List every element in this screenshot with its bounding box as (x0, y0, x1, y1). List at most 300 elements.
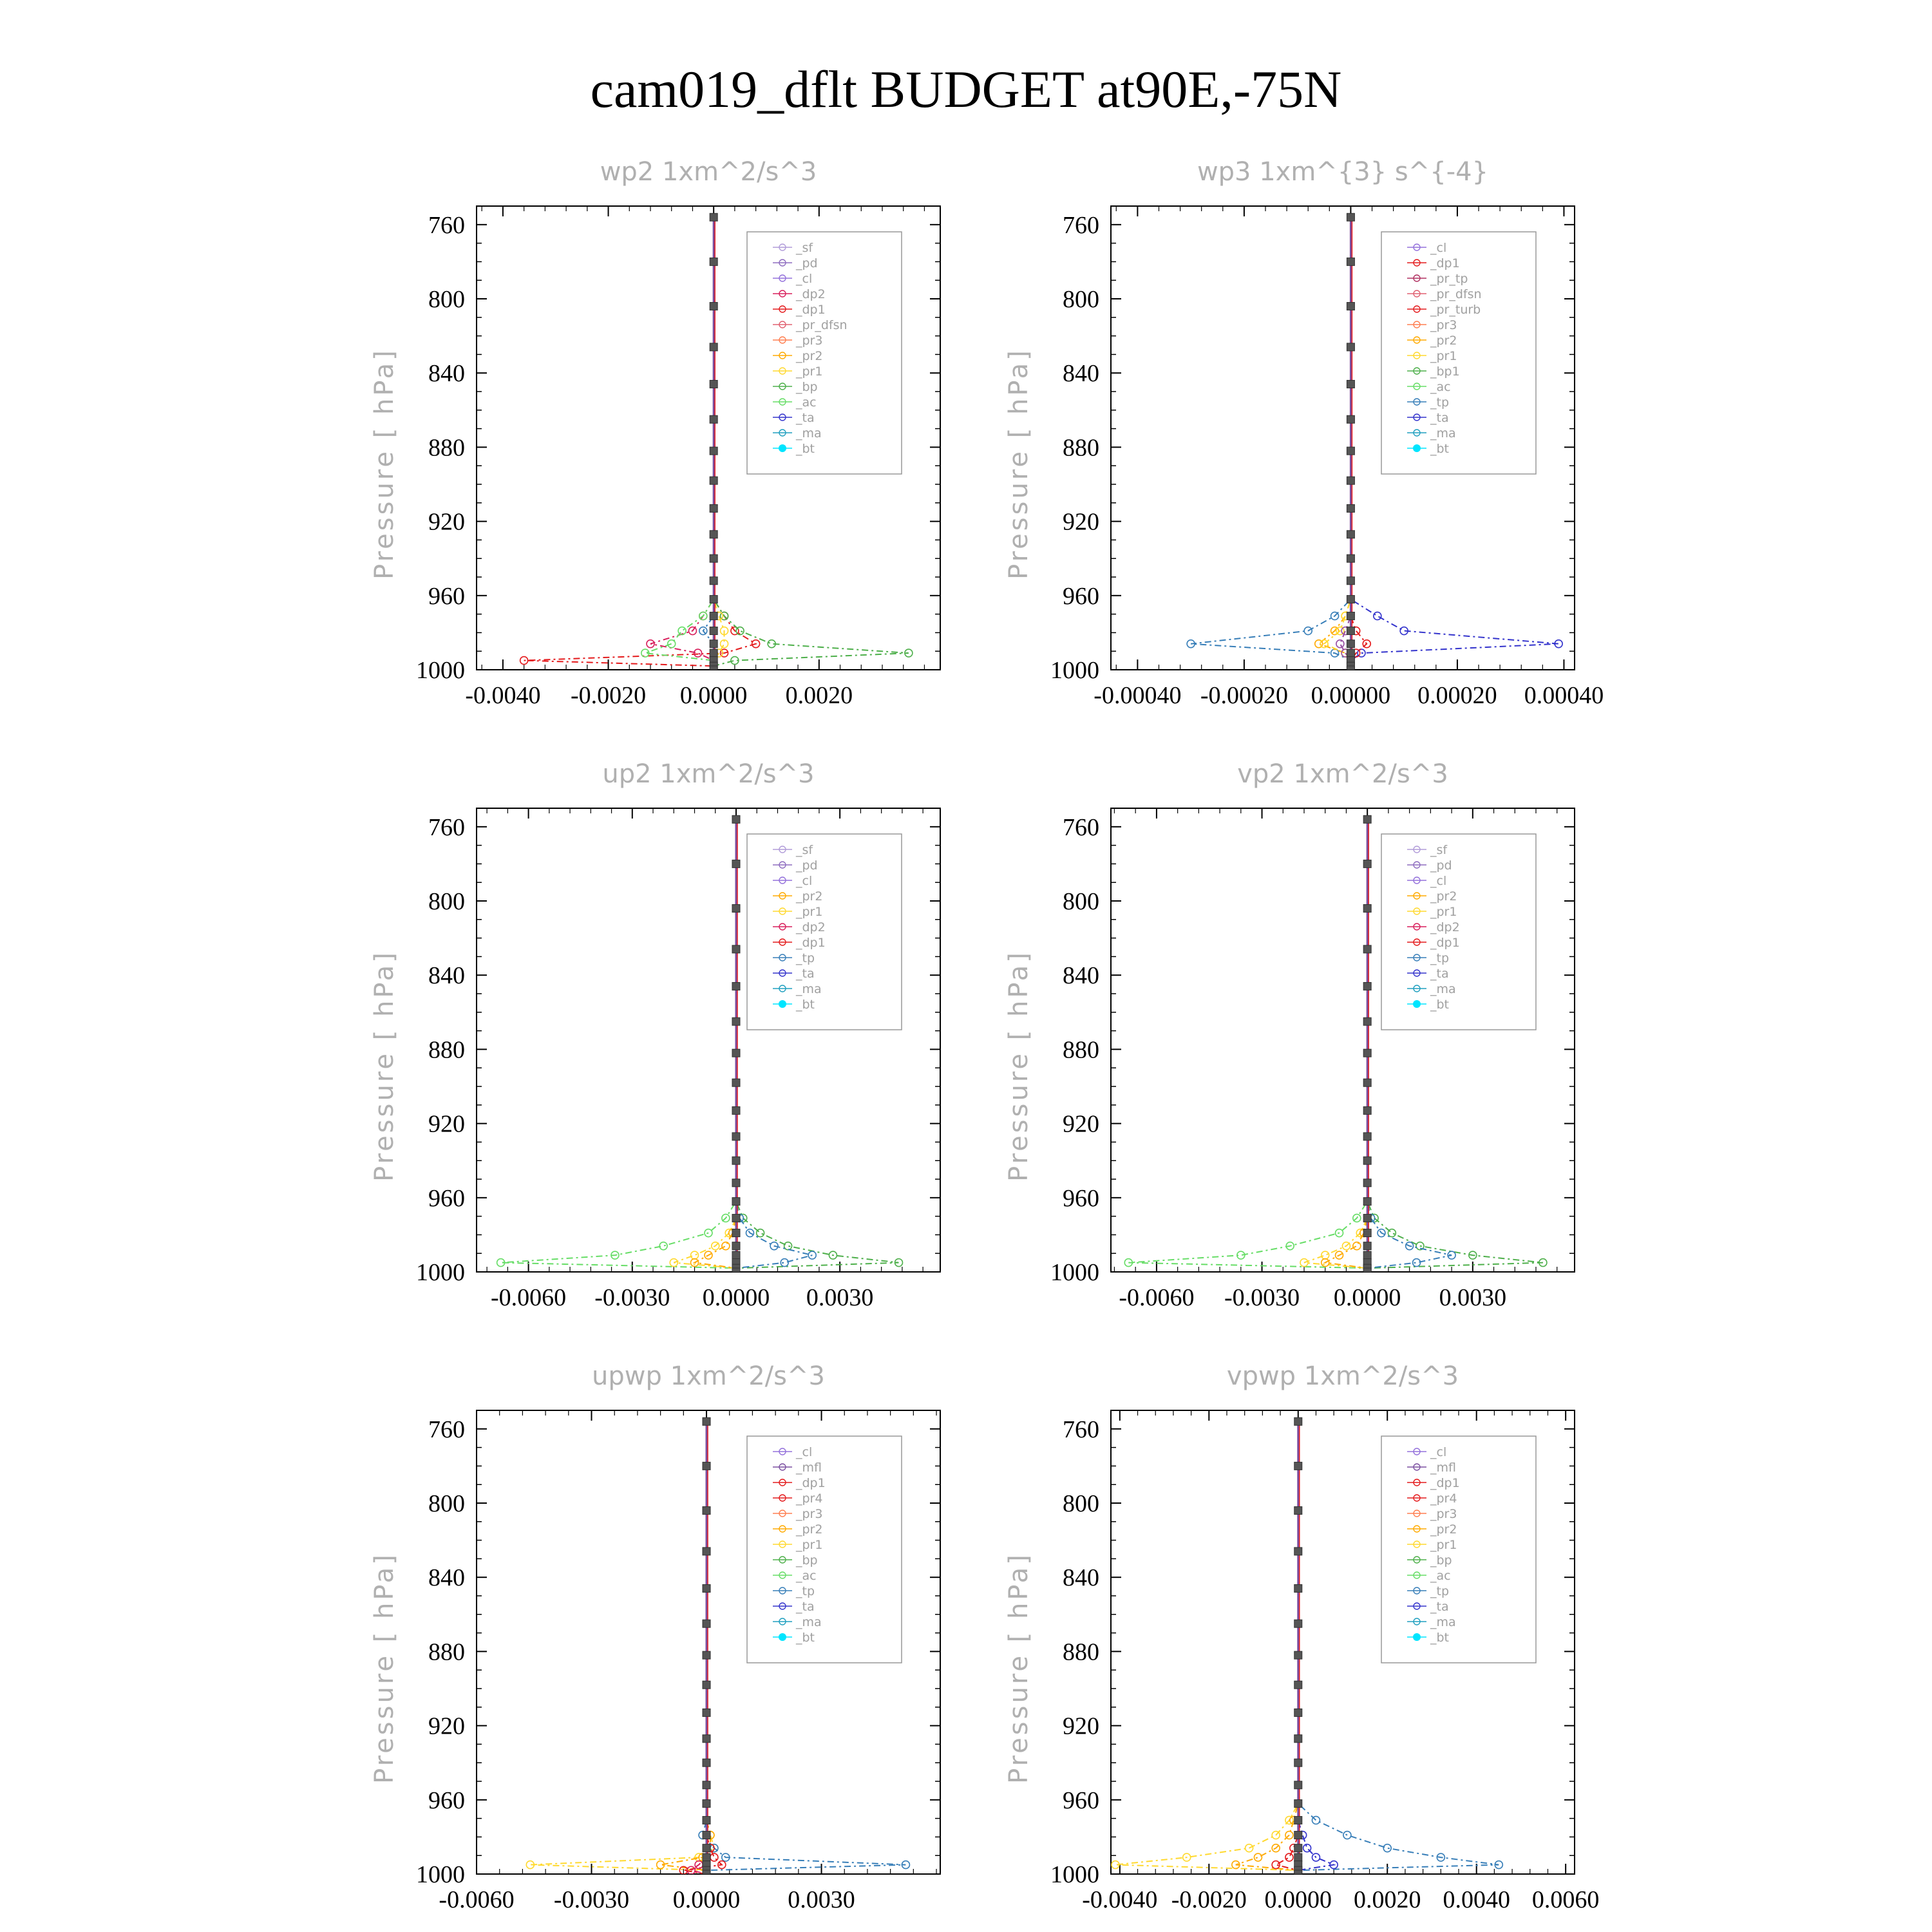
y-tick-label: 920 (428, 1712, 465, 1740)
zero-profile-marker (703, 1832, 710, 1839)
y-tick-label: 880 (1063, 1036, 1099, 1064)
legend-entry: _ac (1430, 380, 1451, 394)
series-line-dp2 (650, 217, 714, 670)
legend-entry: _ma (796, 982, 822, 996)
legend-entry: _pr4 (796, 1492, 823, 1506)
y-axis-label: Pressure [ hPa] (370, 348, 399, 580)
legend-entry: _cl (1430, 874, 1447, 888)
zero-profile-marker (1294, 1816, 1302, 1824)
zero-profile-marker (1363, 1049, 1371, 1057)
zero-profile-marker (1294, 1620, 1302, 1627)
zero-profile-marker (710, 258, 717, 265)
y-tick-label: 920 (428, 1110, 465, 1138)
y-tick-label: 840 (428, 962, 465, 990)
x-tick-label: -0.0060 (491, 1284, 567, 1311)
y-tick-label: 920 (428, 508, 465, 536)
legend-entry: _dp1 (1430, 936, 1460, 950)
legend-entry: _mfl (796, 1461, 822, 1475)
y-tick-label: 960 (428, 582, 465, 610)
y-tick-label: 760 (428, 211, 465, 239)
zero-profile-marker (1347, 531, 1354, 538)
zero-profile-marker (1347, 649, 1354, 657)
legend-entry: _pr2 (796, 889, 823, 904)
legend (1381, 834, 1536, 1030)
y-tick-label: 880 (428, 1036, 465, 1064)
legend-entry: _ma (796, 426, 822, 440)
y-tick-label: 800 (428, 1490, 465, 1517)
zero-profile-marker (732, 1268, 740, 1276)
y-tick-label: 760 (1063, 1416, 1099, 1443)
zero-profile-marker (710, 415, 717, 423)
x-tick-label: 0.0030 (1439, 1284, 1507, 1311)
legend-entry: _dp2 (796, 287, 826, 301)
zero-profile-marker (1347, 258, 1354, 265)
zero-profile-marker (1347, 612, 1354, 620)
zero-profile-marker (1363, 945, 1371, 953)
panel-3 (370, 759, 940, 1311)
zero-profile-marker (1363, 1018, 1371, 1025)
legend-entry: _mfl (1430, 1461, 1456, 1475)
x-tick-label: -0.0040 (1082, 1886, 1158, 1913)
zero-profile-marker (1363, 1214, 1371, 1222)
legend-entry: _tp (796, 1584, 815, 1598)
series-line-tp (1191, 217, 1350, 670)
zero-profile-marker (710, 213, 717, 221)
legend-entry: _bt (796, 442, 815, 456)
series-line-pr2 (1325, 819, 1368, 1272)
series-line-pr2 (1319, 217, 1351, 670)
legend-entry: _cl (796, 874, 813, 888)
series-line-pr1 (1304, 819, 1367, 1272)
legend-entry: _ta (1430, 967, 1449, 981)
zero-profile-marker (1347, 415, 1354, 423)
legend-entry: _ac (796, 1569, 817, 1583)
zero-profile-marker (732, 905, 740, 913)
zero-profile-marker (732, 1251, 740, 1259)
y-tick-label: 760 (428, 813, 465, 841)
legend-entry: _dp2 (1430, 920, 1460, 934)
y-tick-label: 880 (428, 1638, 465, 1666)
legend-entry: _pr3 (1430, 318, 1457, 332)
y-tick-label: 760 (1063, 211, 1099, 239)
y-tick-label: 1000 (1050, 657, 1099, 684)
x-tick-label: 0.0000 (702, 1284, 770, 1311)
y-axis-label: Pressure [ hPa] (1004, 950, 1034, 1182)
zero-profile-marker (1363, 860, 1371, 867)
y-tick-label: 1000 (416, 1259, 465, 1286)
legend-entry: _sf (796, 843, 813, 857)
zero-profile-marker (732, 1198, 740, 1206)
panel-title: upwp 1xm^2/s^3 (592, 1361, 825, 1391)
legend-entry: _ta (1430, 411, 1449, 425)
zero-profile-marker (1363, 1106, 1371, 1114)
x-tick-label: 0.0000 (1264, 1886, 1332, 1913)
zero-profile-marker (1294, 1781, 1302, 1789)
y-tick-label: 880 (428, 434, 465, 462)
zero-profile-marker (1294, 1853, 1302, 1861)
y-tick-label: 800 (1063, 888, 1099, 915)
x-tick-label: 0.0030 (806, 1284, 874, 1311)
zero-profile-marker (1347, 666, 1354, 674)
legend-entry: _ta (796, 1600, 815, 1614)
legend-entry: _pr1 (1430, 905, 1457, 919)
legend-entry: _dp2 (796, 920, 826, 934)
zero-profile-marker (1294, 1759, 1302, 1766)
legend-entry: _tp (796, 951, 815, 965)
zero-profile-marker (710, 612, 717, 620)
zero-profile-marker (703, 1620, 710, 1627)
x-tick-label: -0.0020 (1171, 1886, 1247, 1913)
legend-entry: _bp1 (1430, 365, 1460, 379)
legend-entry: _pr2 (796, 349, 823, 363)
panel-title: vpwp 1xm^2/s^3 (1226, 1361, 1459, 1391)
legend-entry: _pr_dfsn (796, 318, 848, 332)
zero-profile-marker (1347, 477, 1354, 484)
legend-entry: _ta (1430, 1600, 1449, 1614)
y-tick-label: 760 (428, 1416, 465, 1443)
legend-box (747, 232, 902, 474)
series-line-ta (1298, 1421, 1334, 1874)
zero-profile-marker (1363, 1229, 1371, 1237)
series-marker-pr1 (691, 1251, 699, 1259)
x-tick-label: 0.0030 (788, 1886, 855, 1913)
y-tick-label: 960 (428, 1786, 465, 1814)
legend-marker (1413, 1000, 1421, 1008)
zero-profile-marker (1347, 627, 1354, 635)
zero-profile-marker (1347, 554, 1354, 562)
zero-profile-marker (1294, 1584, 1302, 1592)
legend-entry: _sf (796, 241, 813, 255)
zero-profile-marker (703, 1735, 710, 1743)
legend-entry: _pr2 (1430, 1522, 1457, 1537)
zero-profile-marker (710, 577, 717, 585)
zero-profile-marker (710, 380, 717, 388)
series-line-ac (645, 217, 714, 670)
y-tick-label: 960 (1063, 1786, 1099, 1814)
zero-profile-marker (1363, 905, 1371, 913)
zero-profile-marker (732, 815, 740, 823)
zero-profile-marker (703, 1417, 710, 1425)
legend-entry: _ac (1430, 1569, 1451, 1583)
y-axis-label: Pressure [ hPa] (370, 1552, 399, 1784)
series-line-pr1 (530, 1421, 714, 1874)
zero-profile-marker (1363, 815, 1371, 823)
x-tick-label: 0.00000 (1311, 682, 1391, 709)
zero-profile-marker (1347, 447, 1354, 455)
legend-entry: _ma (1430, 426, 1456, 440)
x-tick-label: -0.0030 (594, 1284, 670, 1311)
series-marker-ta (1374, 612, 1381, 620)
zero-profile-marker (732, 945, 740, 953)
zero-profile-marker (710, 531, 717, 538)
zero-profile-marker (710, 596, 717, 603)
legend-entry: _pd (796, 858, 818, 873)
zero-profile-marker (703, 1709, 710, 1716)
series-marker-dp1 (1336, 640, 1344, 648)
series-line-pr1 (674, 819, 736, 1272)
panel-title: vp2 1xm^2/s^3 (1237, 759, 1448, 789)
x-tick-label: 0.0040 (1443, 1886, 1510, 1913)
zero-profile-marker (1347, 577, 1354, 585)
y-tick-label: 840 (1063, 1564, 1099, 1592)
series-line-pr2 (1236, 1421, 1298, 1874)
x-tick-label: -0.0030 (1224, 1284, 1300, 1311)
zero-profile-marker (732, 1157, 740, 1164)
legend-entry: _bt (796, 998, 815, 1012)
series-marker-pr2 (722, 1242, 730, 1250)
y-tick-label: 880 (1063, 434, 1099, 462)
series-marker-ta (1303, 1844, 1311, 1852)
y-tick-label: 1000 (1050, 1861, 1099, 1888)
y-axis-label: Pressure [ hPa] (1004, 1552, 1034, 1784)
legend-entry: _dp1 (796, 1476, 826, 1490)
zero-profile-marker (1363, 1251, 1371, 1259)
series-marker-pr2 (1353, 1242, 1361, 1250)
y-tick-label: 840 (1063, 360, 1099, 388)
legend-entry: _pr3 (1430, 1507, 1457, 1521)
zero-profile-marker (703, 1507, 710, 1515)
zero-profile-marker (710, 627, 717, 635)
y-tick-label: 960 (1063, 582, 1099, 610)
legend-entry: _bt (1430, 442, 1450, 456)
zero-profile-marker (703, 1800, 710, 1808)
series-marker-dp2 (757, 1229, 764, 1237)
legend-entry: _cl (1430, 1445, 1447, 1459)
zero-profile-marker (1347, 213, 1354, 221)
zero-profile-marker (1347, 640, 1354, 648)
y-tick-label: 960 (428, 1184, 465, 1212)
y-tick-label: 840 (1063, 962, 1099, 990)
series-line-pr2 (695, 819, 737, 1272)
x-tick-label: 0.0000 (672, 1886, 741, 1913)
legend-entry: _bt (1430, 998, 1450, 1012)
series-marker-pr4 (1272, 1861, 1280, 1869)
x-tick-label: 0.0020 (785, 682, 853, 709)
y-axis-label: Pressure [ hPa] (1004, 348, 1034, 580)
zero-profile-marker (710, 447, 717, 455)
legend-entry: _cl (1430, 241, 1447, 255)
y-tick-label: 800 (428, 888, 465, 915)
series-line-dp1 (1128, 819, 1367, 1272)
legend-entry: _pr1 (1430, 349, 1457, 363)
zero-profile-marker (732, 1229, 740, 1237)
zero-profile-marker (703, 1651, 710, 1659)
zero-profile-marker (1347, 343, 1354, 351)
x-tick-label: -0.0030 (553, 1886, 630, 1913)
zero-profile-marker (732, 1242, 740, 1250)
zero-profile-marker (1294, 1832, 1302, 1839)
legend-entry: _bt (1430, 1631, 1450, 1645)
zero-profile-marker (1294, 1735, 1302, 1743)
zero-profile-marker (710, 649, 717, 657)
series-marker-pr4 (710, 1853, 718, 1861)
legend (747, 834, 902, 1030)
x-tick-label: -0.00020 (1200, 682, 1288, 709)
zero-profile-marker (732, 860, 740, 867)
legend-entry: _dp1 (796, 936, 826, 950)
y-tick-label: 840 (428, 360, 465, 388)
zero-profile-marker (1294, 1844, 1302, 1852)
legend-entry: _pr4 (1430, 1492, 1457, 1506)
series-marker-pr2 (1254, 1853, 1262, 1861)
series-marker-tp (1383, 1844, 1391, 1852)
zero-profile-marker (703, 1584, 710, 1592)
zero-profile-marker (1363, 1242, 1371, 1250)
legend-entry: _cl (796, 272, 813, 286)
zero-profile-marker (1294, 1462, 1302, 1470)
panel-title: wp3 1xm^{3} s^{-4} (1197, 157, 1489, 187)
zero-profile-marker (710, 303, 717, 310)
legend-entry: _pr1 (796, 1538, 823, 1552)
zero-profile-marker (732, 1214, 740, 1222)
legend-entry: _sf (1430, 843, 1448, 857)
legend-entry: _pr1 (1430, 1538, 1457, 1552)
legend-entry: _dp1 (1430, 256, 1460, 270)
zero-profile-marker (1294, 1651, 1302, 1659)
legend-entry: _ma (1430, 982, 1456, 996)
series-line-pr1 (1115, 1421, 1298, 1874)
y-tick-label: 800 (428, 286, 465, 313)
y-tick-label: 1000 (1050, 1259, 1099, 1286)
legend (1381, 232, 1536, 474)
legend-entry: _bp (796, 1553, 818, 1567)
series-marker-tp (1312, 1816, 1320, 1824)
panel-title: up2 1xm^2/s^3 (602, 759, 815, 789)
zero-profile-marker (703, 1816, 710, 1824)
series-marker-dp2 (1388, 1229, 1396, 1237)
legend-entry: _ac (796, 395, 817, 410)
zero-profile-marker (710, 554, 717, 562)
legend-entry: _pr_tp (1430, 272, 1468, 286)
legend-entry: _pr2 (796, 1522, 823, 1537)
legend-entry: _bt (796, 1631, 815, 1645)
legend-entry: _cl (796, 1445, 813, 1459)
zero-profile-marker (1347, 303, 1354, 310)
legend (1381, 1436, 1536, 1663)
zero-profile-marker (732, 1106, 740, 1114)
zero-profile-marker (1347, 596, 1354, 603)
legend-entry: _pr2 (1430, 334, 1457, 348)
zero-profile-marker (1363, 1079, 1371, 1086)
zero-profile-marker (703, 1870, 710, 1878)
zero-profile-marker (1294, 1681, 1302, 1689)
legend-entry: _tp (1430, 395, 1450, 410)
legend-marker (1413, 1633, 1421, 1641)
series-line-dp1 (501, 819, 736, 1272)
series-marker-pr4 (1285, 1853, 1293, 1861)
y-tick-label: 920 (1063, 1712, 1099, 1740)
legend-entry: _ta (796, 967, 815, 981)
legend (747, 1436, 902, 1663)
zero-profile-marker (1363, 1198, 1371, 1206)
zero-profile-marker (1294, 1417, 1302, 1425)
zero-profile-marker (710, 666, 717, 674)
panel-1 (370, 157, 940, 709)
zero-profile-marker (1347, 504, 1354, 512)
x-tick-label: 0.0020 (1353, 1886, 1421, 1913)
zero-profile-marker (703, 1853, 710, 1861)
legend-entry: _bp (796, 380, 818, 394)
zero-profile-marker (732, 1133, 740, 1141)
legend-entry: _pr1 (796, 365, 823, 379)
y-tick-label: 840 (428, 1564, 465, 1592)
series-marker-pr1 (1321, 1251, 1329, 1259)
zero-profile-marker (1347, 380, 1354, 388)
x-tick-label: -0.0040 (465, 682, 541, 709)
zero-profile-marker (703, 1781, 710, 1789)
y-tick-label: 800 (1063, 1490, 1099, 1517)
x-tick-label: 0.00040 (1524, 682, 1604, 709)
legend-entry: _pr_turb (1430, 303, 1481, 317)
legend-entry: _pr3 (796, 1507, 823, 1521)
panel-5 (370, 1361, 940, 1913)
zero-profile-marker (732, 982, 740, 990)
zero-profile-marker (710, 640, 717, 648)
x-tick-label: -0.0020 (570, 682, 647, 709)
panel-2 (1004, 157, 1604, 709)
zero-profile-marker (1363, 1157, 1371, 1164)
panel-title: wp2 1xm^2/s^3 (600, 157, 817, 187)
legend-entry: _dp1 (796, 303, 826, 317)
legend-entry: _ta (796, 411, 815, 425)
zero-profile-marker (703, 1759, 710, 1766)
y-tick-label: 880 (1063, 1638, 1099, 1666)
x-tick-label: 0.0060 (1531, 1886, 1600, 1913)
y-axis-label: Pressure [ hPa] (370, 950, 399, 1182)
x-tick-label: 0.00020 (1417, 682, 1497, 709)
legend-marker (779, 1633, 786, 1641)
x-tick-label: -0.0060 (439, 1886, 515, 1913)
zero-profile-marker (1294, 1800, 1302, 1808)
x-tick-label: -0.0060 (1119, 1284, 1195, 1311)
legend-marker (779, 444, 786, 452)
y-tick-label: 1000 (416, 1861, 465, 1888)
zero-profile-marker (732, 1179, 740, 1187)
zero-profile-marker (710, 504, 717, 512)
zero-profile-marker (703, 1462, 710, 1470)
zero-profile-marker (710, 343, 717, 351)
series-marker-dp2 (784, 1242, 792, 1250)
legend-box (747, 1436, 902, 1663)
x-tick-label: -0.00040 (1094, 682, 1182, 709)
legend-entry: _pd (1430, 858, 1452, 873)
legend-box (1381, 1436, 1536, 1663)
legend-entry: _ma (796, 1615, 822, 1629)
y-tick-label: 760 (1063, 813, 1099, 841)
zero-profile-marker (710, 477, 717, 484)
y-tick-label: 960 (1063, 1184, 1099, 1212)
legend-entry: _pr1 (796, 905, 823, 919)
legend-entry: _ma (1430, 1615, 1456, 1629)
zero-profile-marker (732, 1049, 740, 1057)
zero-profile-marker (1294, 1709, 1302, 1716)
legend-entry: _tp (1430, 1584, 1450, 1598)
legend-entry: _pr3 (796, 334, 823, 348)
series-line-dp1 (524, 217, 756, 670)
zero-profile-marker (1363, 982, 1371, 990)
legend-entry: _pd (796, 256, 818, 270)
legend-entry: _pr2 (1430, 889, 1457, 904)
series-marker-ac (668, 640, 676, 648)
panel-6 (1004, 1361, 1599, 1913)
zero-profile-marker (703, 1844, 710, 1852)
legend (747, 232, 902, 474)
y-tick-label: 800 (1063, 286, 1099, 313)
zero-profile-marker (1363, 1179, 1371, 1187)
zero-profile-marker (732, 1079, 740, 1086)
series-marker-tp (781, 1259, 788, 1267)
legend-entry: _dp1 (1430, 1476, 1460, 1490)
